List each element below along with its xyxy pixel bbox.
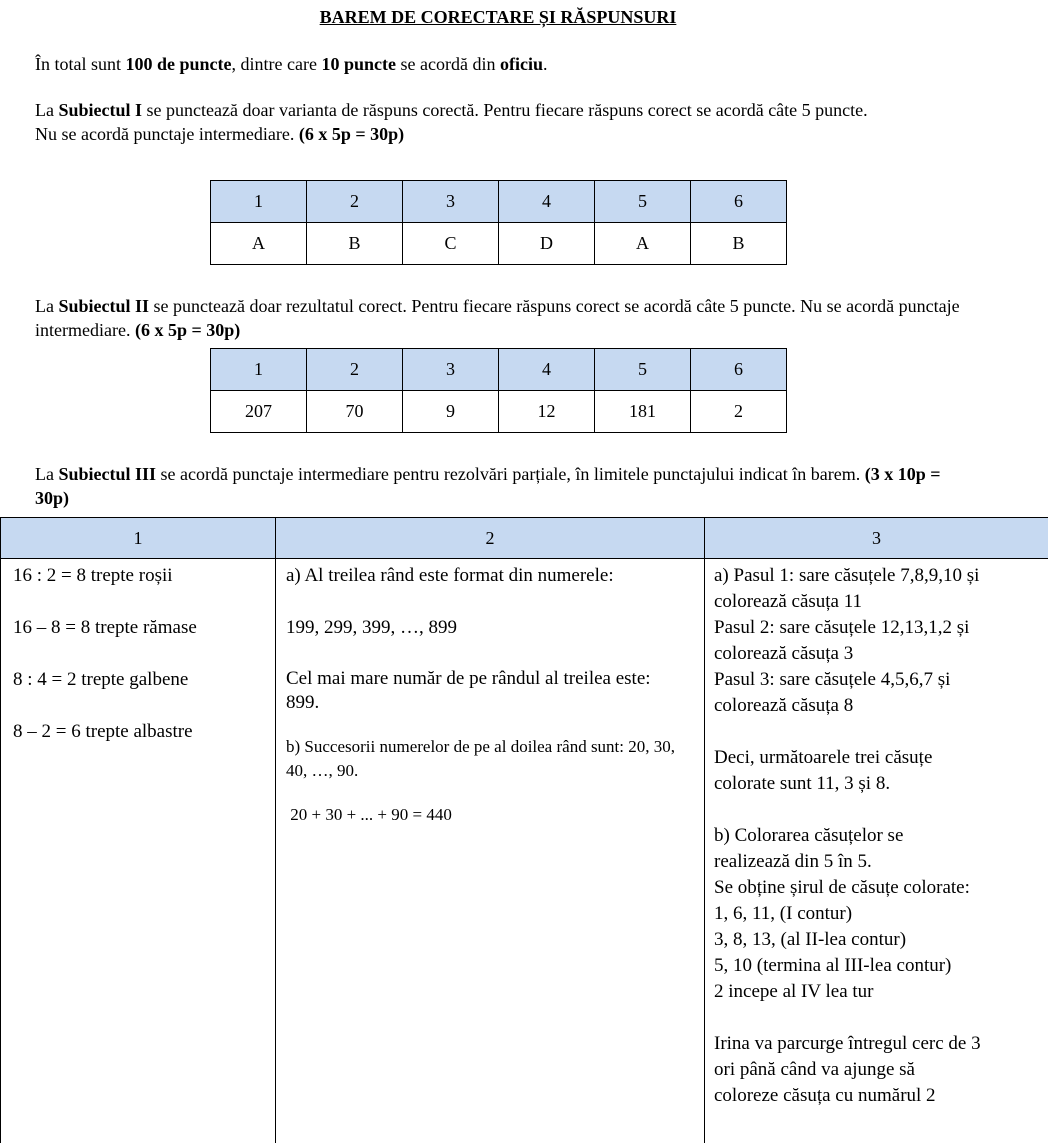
subject2-answer-cell: 12 bbox=[499, 391, 595, 433]
subject3-header-cell: 2 bbox=[276, 518, 705, 559]
subject2-answer-cell: 2 bbox=[691, 391, 787, 433]
subject1-answer-cell: B bbox=[307, 223, 403, 265]
problem3-part-a-line: colorează căsuța 11 bbox=[714, 589, 1048, 615]
subject2-header-cell: 4 bbox=[499, 349, 595, 391]
subject1-header-cell: 6 bbox=[691, 181, 787, 223]
subject2-header-cell: 6 bbox=[691, 349, 787, 391]
subject2-answer-table bbox=[210, 348, 787, 433]
subject3-header-cell: 1 bbox=[1, 518, 276, 559]
problem3-part-a-line: Pasul 2: sare căsuțele 12,13,1,2 și bbox=[714, 615, 1048, 641]
subject1-instructions: La Subiectul I se punctează doar varianta de răspuns corectă. Pentru fiecare răspuns corect se acordă câte 5 puncte. Nu se acordă punctaje intermediare. (6 x 5p = 30p) bbox=[35, 98, 955, 146]
subject2-answer-cell: 181 bbox=[595, 391, 691, 433]
problem2-part-b-sum: 20 + 30 + ... + 90 = 440 bbox=[286, 803, 704, 827]
subject1-answer-cell: A bbox=[211, 223, 307, 265]
subject3-header-row bbox=[1, 518, 1048, 559]
problem1-step: 16 – 8 = 8 trepte rămase bbox=[13, 615, 275, 641]
problem3-part-a-line: a) Pasul 1: sare căsuțele 7,8,9,10 și bbox=[714, 563, 1048, 589]
problem3-part-b-line: Se obține șirul de căsuțe colorate: bbox=[714, 875, 1048, 901]
problem3-solution-cell bbox=[705, 559, 1048, 1143]
subject2-answer-cell: 9 bbox=[403, 391, 499, 433]
total-points-paragraph: În total sunt 100 de puncte, dintre care 10 puncte se acordă din oficiu. bbox=[35, 52, 975, 76]
problem1-step: 8 – 2 = 6 trepte albastre bbox=[13, 719, 275, 745]
problem2-part-a-sequence: 199, 299, 399, …, 899 bbox=[286, 615, 704, 641]
subject1-answer-cell: A bbox=[595, 223, 691, 265]
subject2-header-cell: 2 bbox=[307, 349, 403, 391]
subject3-solution-row bbox=[1, 559, 1048, 1143]
subject1-header-cell: 1 bbox=[211, 181, 307, 223]
subject3-instructions: La Subiectul III se acordă punctaje intermediare pentru rezolvări parțiale, în limitele punctajului indicat în barem. (3 x 10p = 30p) bbox=[35, 462, 950, 510]
problem3-final-line: Irina va parcurge întregul cerc de 3 bbox=[714, 1031, 1048, 1057]
subject1-answer-cell: D bbox=[499, 223, 595, 265]
problem3-conclusion-line: colorate sunt 11, 3 și 8. bbox=[714, 771, 1048, 797]
subject1-header-cell: 5 bbox=[595, 181, 691, 223]
problem1-step: 8 : 4 = 2 trepte galbene bbox=[13, 667, 275, 693]
subject1-answer-cell: B bbox=[691, 223, 787, 265]
problem3-part-a-line: Pasul 3: sare căsuțele 4,5,6,7 și bbox=[714, 667, 1048, 693]
subject1-header-cell: 2 bbox=[307, 181, 403, 223]
subject2-header-cell: 5 bbox=[595, 349, 691, 391]
problem3-part-b-line: 5, 10 (termina al III-lea contur) bbox=[714, 953, 1048, 979]
problem3-part-b-line: 1, 6, 11, (I contur) bbox=[714, 901, 1048, 927]
subject2-header-cell: 3 bbox=[403, 349, 499, 391]
subject2-header-cell: 1 bbox=[211, 349, 307, 391]
problem3-part-b-line: b) Colorarea căsuțelor se bbox=[714, 823, 1048, 849]
subject3-header-cell: 3 bbox=[705, 518, 1048, 559]
subject2-answer-row bbox=[211, 391, 787, 433]
subject1-answer-table bbox=[210, 180, 787, 265]
subject2-header-row bbox=[211, 349, 787, 391]
problem3-part-b-line: realizează din 5 în 5. bbox=[714, 849, 1048, 875]
subject1-answer-row bbox=[211, 223, 787, 265]
problem3-part-b-line: 2 incepe al IV lea tur bbox=[714, 979, 1048, 1005]
problem1-solution-cell bbox=[1, 559, 276, 1143]
problem3-final-line: coloreze căsuța cu numărul 2 bbox=[714, 1083, 1048, 1109]
subject1-header-row bbox=[211, 181, 787, 223]
problem2-solution-cell bbox=[276, 559, 705, 1143]
subject2-instructions: La Subiectul II se punctează doar rezultatul corect. Pentru fiecare răspuns corect se acordă câte 5 puncte. Nu se acordă punctaje intermediare. (6 x 5p = 30p) bbox=[35, 294, 965, 342]
subject1-answer-cell: C bbox=[403, 223, 499, 265]
problem3-part-a-line: colorează căsuța 3 bbox=[714, 641, 1048, 667]
problem2-part-a-statement: a) Al treilea rând este format din numerele: bbox=[286, 563, 704, 589]
document-title: BAREM DE CORECTARE ȘI RĂSPUNSURI bbox=[0, 7, 996, 28]
subject1-header-cell: 3 bbox=[403, 181, 499, 223]
problem3-conclusion-line: Deci, următoarele trei căsuțe bbox=[714, 745, 1048, 771]
problem1-step: 16 : 2 = 8 trepte roșii bbox=[13, 563, 275, 589]
problem3-final-line: ori până când va ajunge să bbox=[714, 1057, 1048, 1083]
problem2-part-b-statement: b) Succesorii numerelor de pe al doilea rând sunt: 20, 30, 40, …, 90. bbox=[286, 735, 676, 783]
subject2-answer-cell: 207 bbox=[211, 391, 307, 433]
subject2-answer-cell: 70 bbox=[307, 391, 403, 433]
problem2-part-a-answer: Cel mai mare număr de pe rândul al treilea este: 899. bbox=[286, 667, 686, 715]
subject3-solution-table bbox=[0, 517, 1048, 1143]
subject1-header-cell: 4 bbox=[499, 181, 595, 223]
problem3-part-a-line: colorează căsuța 8 bbox=[714, 693, 1048, 719]
problem3-part-b-line: 3, 8, 13, (al II-lea contur) bbox=[714, 927, 1048, 953]
